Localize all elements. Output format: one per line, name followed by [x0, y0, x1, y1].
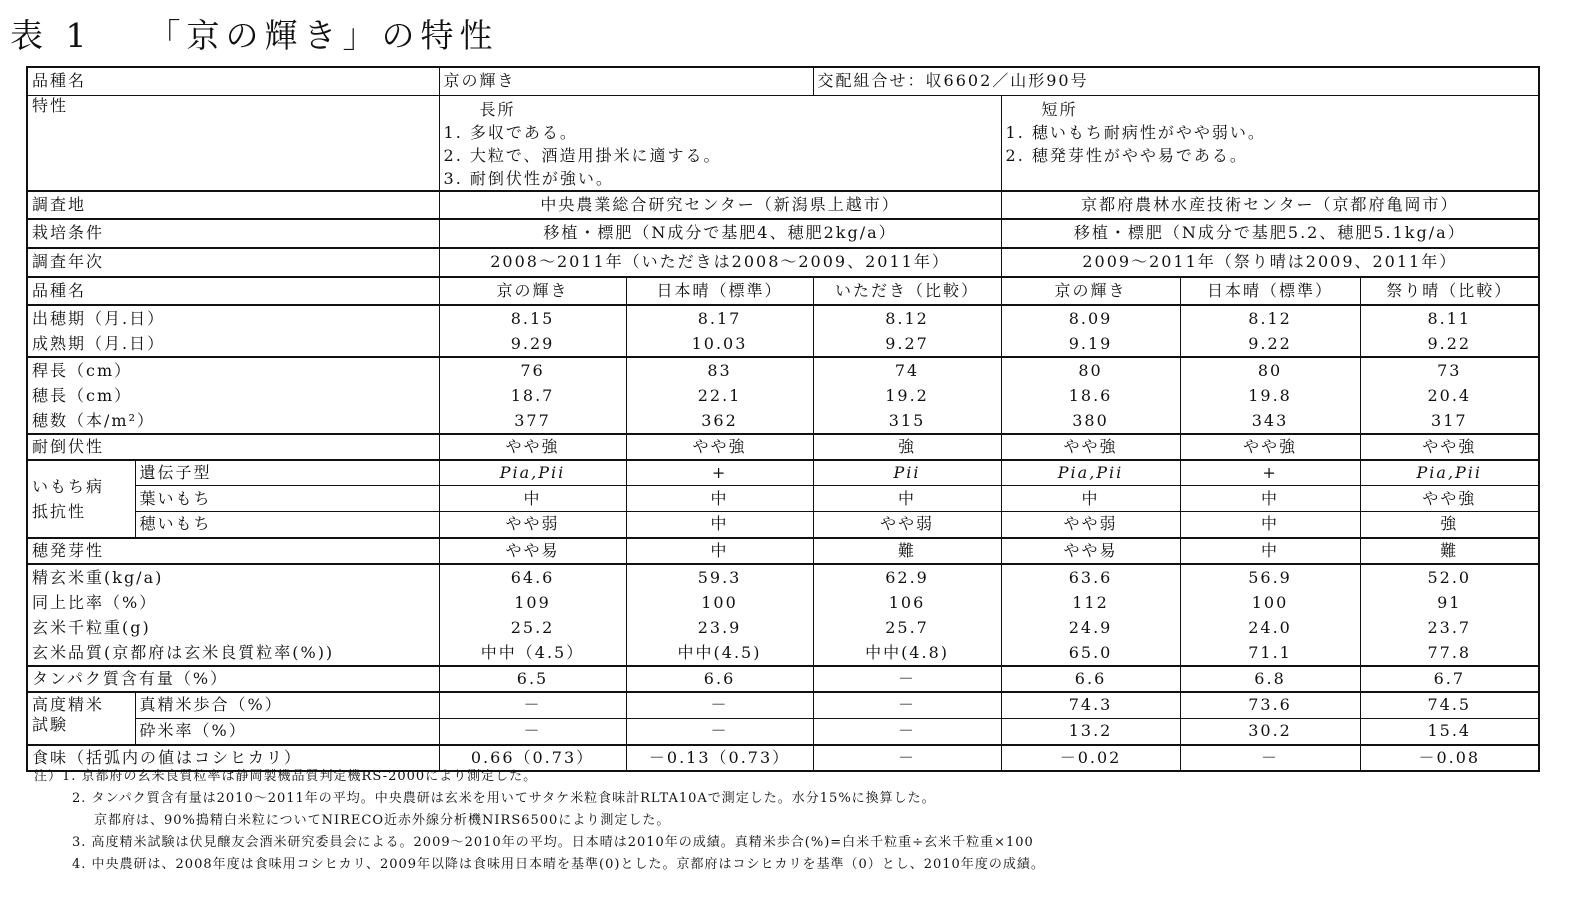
variety-header-row: [27, 67, 1539, 95]
value-cell: 強: [813, 434, 1001, 460]
demerit-item: 1. 穂いもち耐病性がやや弱い。: [1005, 122, 1266, 142]
phenology-row: [27, 305, 1539, 357]
row-label: 精玄米重(kg/a) 同上比率（%） 玄米千粒重(g) 玄米品質(京都府は玄米良質粒率(%)): [27, 564, 439, 666]
sub-label: 真精米歩合（%）: [135, 692, 439, 719]
value-cell: 59.3 100 23.9 中中(4.5): [626, 564, 813, 666]
location-label: 調査地: [27, 191, 439, 219]
column-header-label: 品種名: [27, 277, 439, 305]
value-cell: 73.6: [1180, 692, 1360, 719]
merits-title: 長所: [479, 99, 516, 119]
value-cell: －: [626, 692, 813, 719]
cross-combination: 交配組合せ：収6602／山形90号: [813, 67, 1539, 95]
value-cell: 76 18.7 377: [439, 357, 626, 434]
years-value: 2009～2011年（祭り晴は2009、2011年）: [1001, 248, 1539, 277]
value-cell: 73 20.4 317: [1360, 357, 1539, 434]
cultivation-row: [27, 219, 1539, 248]
lodging-row: [27, 434, 1539, 460]
value-cell: 中: [439, 486, 626, 512]
value-cell: 中: [626, 538, 813, 564]
yield-row: [27, 564, 1539, 666]
value-cell: 8.15 9.29: [439, 305, 626, 357]
value-cell: やや強: [1360, 434, 1539, 460]
value-cell: やや易: [1001, 538, 1180, 564]
cultivation-value: 移植・標肥（N成分で基肥5.2、穂肥5.1kg/a）: [1001, 219, 1539, 248]
merit-item: 2. 大粒で、酒造用掛米に適する。: [443, 145, 722, 165]
column-header: いただき（比較）: [813, 277, 1001, 305]
value-cell: －: [813, 719, 1001, 745]
value-cell: やや強: [1001, 434, 1180, 460]
value-cell: 中: [1180, 486, 1360, 512]
polishing-group-label: 高度精米 試験: [27, 692, 135, 745]
value-cell: 30.2: [1180, 719, 1360, 745]
footnote: 京都府は、90%搗精白米粒についてNIRECO近赤外線分析機NIRS6500により測定した。: [94, 813, 671, 828]
value-cell: －0.13（0.73）: [626, 745, 813, 771]
variety-label: 品種名: [27, 67, 439, 95]
column-header: 祭り晴（比較）: [1360, 277, 1539, 305]
value-cell: やや弱: [813, 512, 1001, 538]
sprouting-row: [27, 538, 1539, 564]
row-label: 耐倒伏性: [27, 434, 439, 460]
value-cell: 8.11 9.22: [1360, 305, 1539, 357]
row-label: 穂発芽性: [27, 538, 439, 564]
value-cell: +: [1180, 460, 1360, 486]
blast-row: [27, 486, 1539, 512]
column-header: 日本晴（標準）: [1180, 277, 1360, 305]
sub-label: 遺伝子型: [135, 460, 439, 486]
value-cell: 6.5: [439, 666, 626, 692]
value-cell: 中: [626, 512, 813, 538]
value-cell: やや弱: [439, 512, 626, 538]
value-cell: 63.6 112 24.9 65.0: [1001, 564, 1180, 666]
value-cell: やや強: [439, 434, 626, 460]
demerits-title: 短所: [1041, 99, 1078, 119]
value-cell: 8.17 10.03: [626, 305, 813, 357]
footnotes: [34, 766, 1045, 876]
value-cell: －0.08: [1360, 745, 1539, 771]
polishing-row: [27, 692, 1539, 719]
value-cell: 中: [1180, 538, 1360, 564]
value-cell: やや強: [1360, 486, 1539, 512]
value-cell: Pia,Pii: [1360, 460, 1539, 486]
row-label: タンパク質含有量（%）: [27, 666, 439, 692]
variety-name: 京の輝き: [439, 67, 813, 95]
value-cell: 74 19.2 315: [813, 357, 1001, 434]
value-cell: +: [626, 460, 813, 486]
value-cell: やや易: [439, 538, 626, 564]
value-cell: 56.9 100 24.0 71.1: [1180, 564, 1360, 666]
value-cell: －: [813, 745, 1001, 771]
footnote: 注）1. 京都府の玄米良質粒率は静岡製機品質判定機RS-2000により測定した。: [34, 769, 538, 784]
location-value: 中央農業総合研究センター（新潟県上越市）: [439, 191, 1001, 219]
footnote: 4. 中央農研は、2008年度は食味用コシヒカリ、2009年以降は食味用日本晴を基準(0)とした。京都府はコシヒカリを基準（0）とし、2010年度の成績。: [72, 857, 1045, 872]
value-cell: 中: [1001, 486, 1180, 512]
value-cell: 80 18.6 380: [1001, 357, 1180, 434]
value-cell: 6.6: [626, 666, 813, 692]
demerits-cell: [1001, 95, 1539, 191]
value-cell: 64.6 109 25.2 中中（4.5）: [439, 564, 626, 666]
value-cell: 80 19.8 343: [1180, 357, 1360, 434]
value-cell: 6.8: [1180, 666, 1360, 692]
characteristics-table: [26, 66, 1540, 772]
value-cell: －: [813, 692, 1001, 719]
value-cell: Pia,Pii: [1001, 460, 1180, 486]
footnote: 2. タンパク質含有量は2010～2011年の平均。中央農研は玄米を用いてサタケ米粒食味計RLTA10Aで測定した。水分15%に換算した。: [72, 791, 936, 806]
value-cell: 62.9 106 25.7 中中(4.8): [813, 564, 1001, 666]
blast-row: [27, 512, 1539, 538]
row-label: 食味（括弧内の値はコシヒカリ）: [27, 745, 439, 771]
value-cell: 8.12 9.22: [1180, 305, 1360, 357]
location-row: [27, 191, 1539, 219]
value-cell: 13.2: [1001, 719, 1180, 745]
cultivation-label: 栽培条件: [27, 219, 439, 248]
table-caption: 「京の輝き」の特性: [147, 16, 499, 55]
value-cell: Pii: [813, 460, 1001, 486]
years-row: [27, 248, 1539, 277]
value-cell: 52.0 91 23.7 77.8: [1360, 564, 1539, 666]
value-cell: 難: [813, 538, 1001, 564]
footnote: 3. 高度精米試験は伏見醸友会酒米研究委員会による。2009～2010年の平均。日本晴は2010年の成績。真精米歩合(%)=白米千粒重÷玄米千粒重×100: [72, 835, 1034, 850]
demerit-item: 2. 穂発芽性がやや易である。: [1005, 145, 1248, 165]
value-cell: 8.09 9.19: [1001, 305, 1180, 357]
value-cell: 6.7: [1360, 666, 1539, 692]
location-value: 京都府農林水産技術センター（京都府亀岡市）: [1001, 191, 1539, 219]
years-value: 2008～2011年（いただきは2008～2009、2011年）: [439, 248, 1001, 277]
value-cell: 0.66（0.73）: [439, 745, 626, 771]
value-cell: －: [813, 666, 1001, 692]
sub-label: 砕米率（%）: [135, 719, 439, 745]
row-label: 稈長（cm） 穂長（cm） 穂数（本/m²）: [27, 357, 439, 434]
value-cell: 中: [1180, 512, 1360, 538]
value-cell: 15.4: [1360, 719, 1539, 745]
column-header: 京の輝き: [1001, 277, 1180, 305]
protein-row: [27, 666, 1539, 692]
sub-label: 葉いもち: [135, 486, 439, 512]
value-cell: 8.12 9.27: [813, 305, 1001, 357]
value-cell: 74.5: [1360, 692, 1539, 719]
value-cell: 難: [1360, 538, 1539, 564]
cultivation-value: 移植・標肥（N成分で基肥4、穂肥2kg/a）: [439, 219, 1001, 248]
value-cell: 中: [813, 486, 1001, 512]
merits-cell: [439, 95, 1001, 191]
blast-group-label: いもち病 抵抗性: [27, 460, 135, 538]
value-cell: 強: [1360, 512, 1539, 538]
sub-label: 穂いもち: [135, 512, 439, 538]
column-header: 日本晴（標準）: [626, 277, 813, 305]
traits-label: 特性: [27, 95, 439, 191]
traits-row: [27, 95, 1539, 191]
value-cell: －: [439, 692, 626, 719]
column-header: 京の輝き: [439, 277, 626, 305]
value-cell: やや強: [626, 434, 813, 460]
value-cell: やや弱: [1001, 512, 1180, 538]
value-cell: 中: [626, 486, 813, 512]
value-cell: 83 22.1 362: [626, 357, 813, 434]
blast-row: [27, 460, 1539, 486]
value-cell: －: [1180, 745, 1360, 771]
row-label: 出穂期（月.日） 成熟期（月.日）: [27, 305, 439, 357]
plant-row: [27, 357, 1539, 434]
value-cell: 6.6: [1001, 666, 1180, 692]
value-cell: －: [626, 719, 813, 745]
value-cell: －: [439, 719, 626, 745]
merit-item: 3. 耐倒伏性が強い。: [443, 168, 614, 188]
value-cell: －0.02: [1001, 745, 1180, 771]
value-cell: Pia,Pii: [439, 460, 626, 486]
value-cell: やや強: [1180, 434, 1360, 460]
table-title: [10, 10, 499, 57]
merit-item: 1. 多収である。: [443, 122, 578, 142]
table-number: 表 1: [10, 16, 93, 55]
polishing-row: [27, 719, 1539, 745]
column-header-row: [27, 277, 1539, 305]
years-label: 調査年次: [27, 248, 439, 277]
value-cell: 74.3: [1001, 692, 1180, 719]
